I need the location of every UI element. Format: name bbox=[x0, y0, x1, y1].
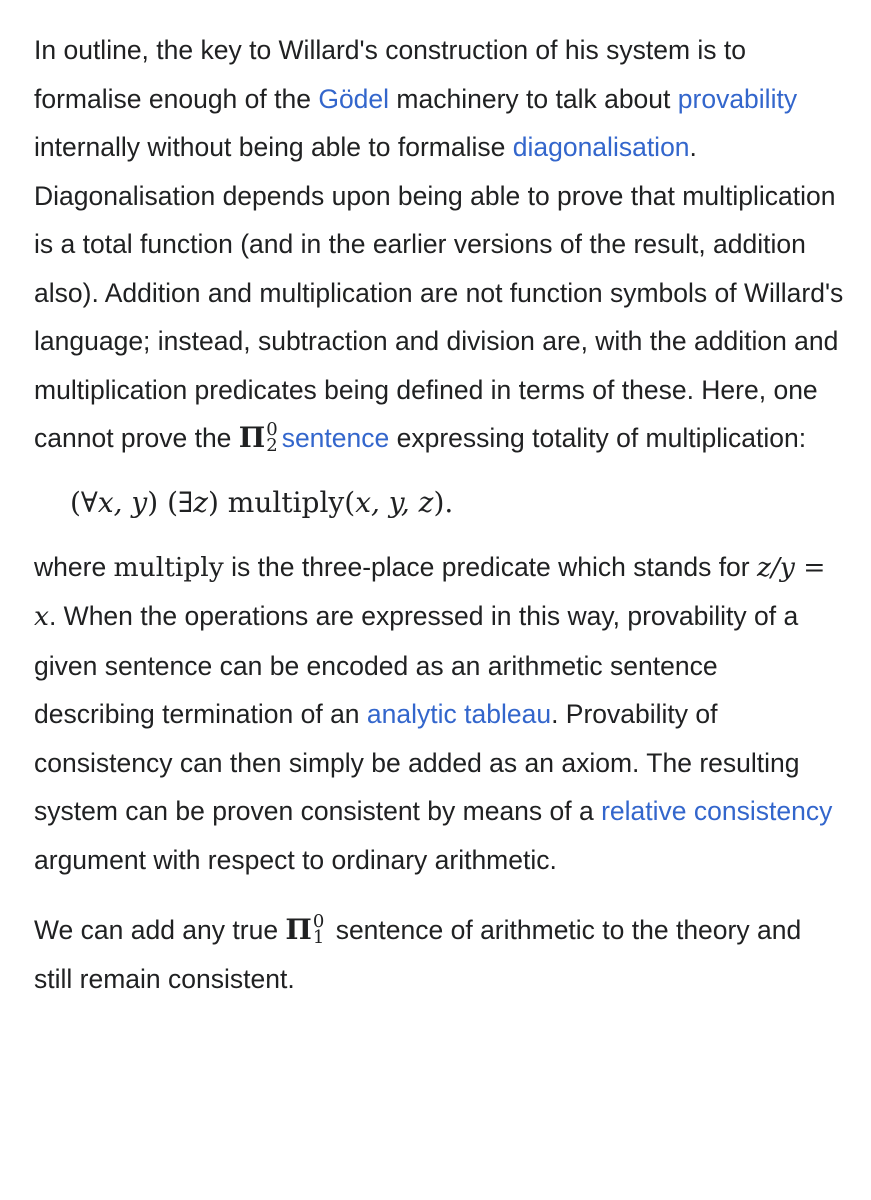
formula-paren: ( bbox=[344, 485, 356, 519]
link-diagonalisation[interactable]: diagonalisation bbox=[512, 132, 690, 162]
pi-subscript: 1 bbox=[312, 927, 325, 948]
text-run: machinery to talk about bbox=[389, 83, 678, 114]
inline-math-equation: z/y = x bbox=[34, 551, 826, 632]
formula-exists: (∃ bbox=[158, 485, 194, 519]
pi-indices bbox=[266, 419, 278, 456]
text-run: is the three-place predicate which stands for bbox=[223, 551, 757, 582]
paragraph-pi1 bbox=[34, 906, 844, 1003]
formula-paren: ). bbox=[433, 485, 454, 519]
inline-math-multiply: multiply bbox=[113, 551, 224, 583]
pi-subscript: 2 bbox=[266, 435, 278, 456]
text-run: . Provability of consistency can then simply be added as an axiom. The resulting system can be proven consistent by means of a bbox=[34, 699, 800, 826]
text-run: expressing totality of multiplication: bbox=[389, 423, 807, 453]
text-run: In outline, the key to Willard's construction of his system is to formalise enough of the bbox=[34, 35, 747, 114]
paragraph-multiply bbox=[34, 543, 844, 885]
link-analytic-tableau[interactable]: analytic tableau bbox=[366, 699, 552, 729]
article-body bbox=[34, 26, 844, 1003]
text-run: We can add any true bbox=[34, 915, 286, 945]
formula-var-z: z bbox=[193, 485, 208, 519]
formula-args: x, y, z bbox=[355, 485, 434, 519]
formula-forall: (∀ bbox=[70, 485, 98, 519]
text-run: sentence of arithmetic to the theory and still remain consistent. bbox=[34, 915, 802, 994]
pi-superscript: 0 bbox=[312, 911, 325, 932]
text-run: . Diagonalisation depends upon being able to prove that multiplication is a total function (and in the earlier versions of the result, addition also). Addition and multiplication are not function symbols of Willard's language; instead, subtraction and division are, with the addition and multiplication predicates being defined in terms of these. Here, one cannot prove the bbox=[34, 132, 844, 453]
link-godel[interactable]: Gödel bbox=[318, 83, 390, 114]
text-run: . When the operations are expressed in this way, provability of a given sentence can be encoded as an arithmetic sentence describing termination of an bbox=[34, 601, 799, 729]
formula-function: multiply bbox=[227, 485, 345, 519]
formula-vars: x, y bbox=[97, 485, 148, 519]
paragraph-outline bbox=[34, 26, 844, 463]
formula-paren: ) bbox=[147, 485, 159, 519]
text-run: where bbox=[34, 551, 114, 582]
pi-symbol: Π bbox=[285, 913, 312, 946]
link-relative-consistency[interactable]: relative consistency bbox=[601, 796, 833, 826]
pi-indices bbox=[312, 911, 325, 948]
pi-symbol: Π bbox=[238, 421, 266, 454]
link-sentence[interactable]: sentence bbox=[281, 423, 390, 453]
text-run: internally without being able to formalise bbox=[34, 132, 513, 162]
formula-paren: ) bbox=[207, 485, 228, 519]
link-provability[interactable]: provability bbox=[677, 83, 798, 114]
formula-display bbox=[70, 473, 844, 533]
pi-superscript: 0 bbox=[266, 419, 278, 440]
text-run: argument with respect to ordinary arithmetic. bbox=[34, 844, 557, 875]
